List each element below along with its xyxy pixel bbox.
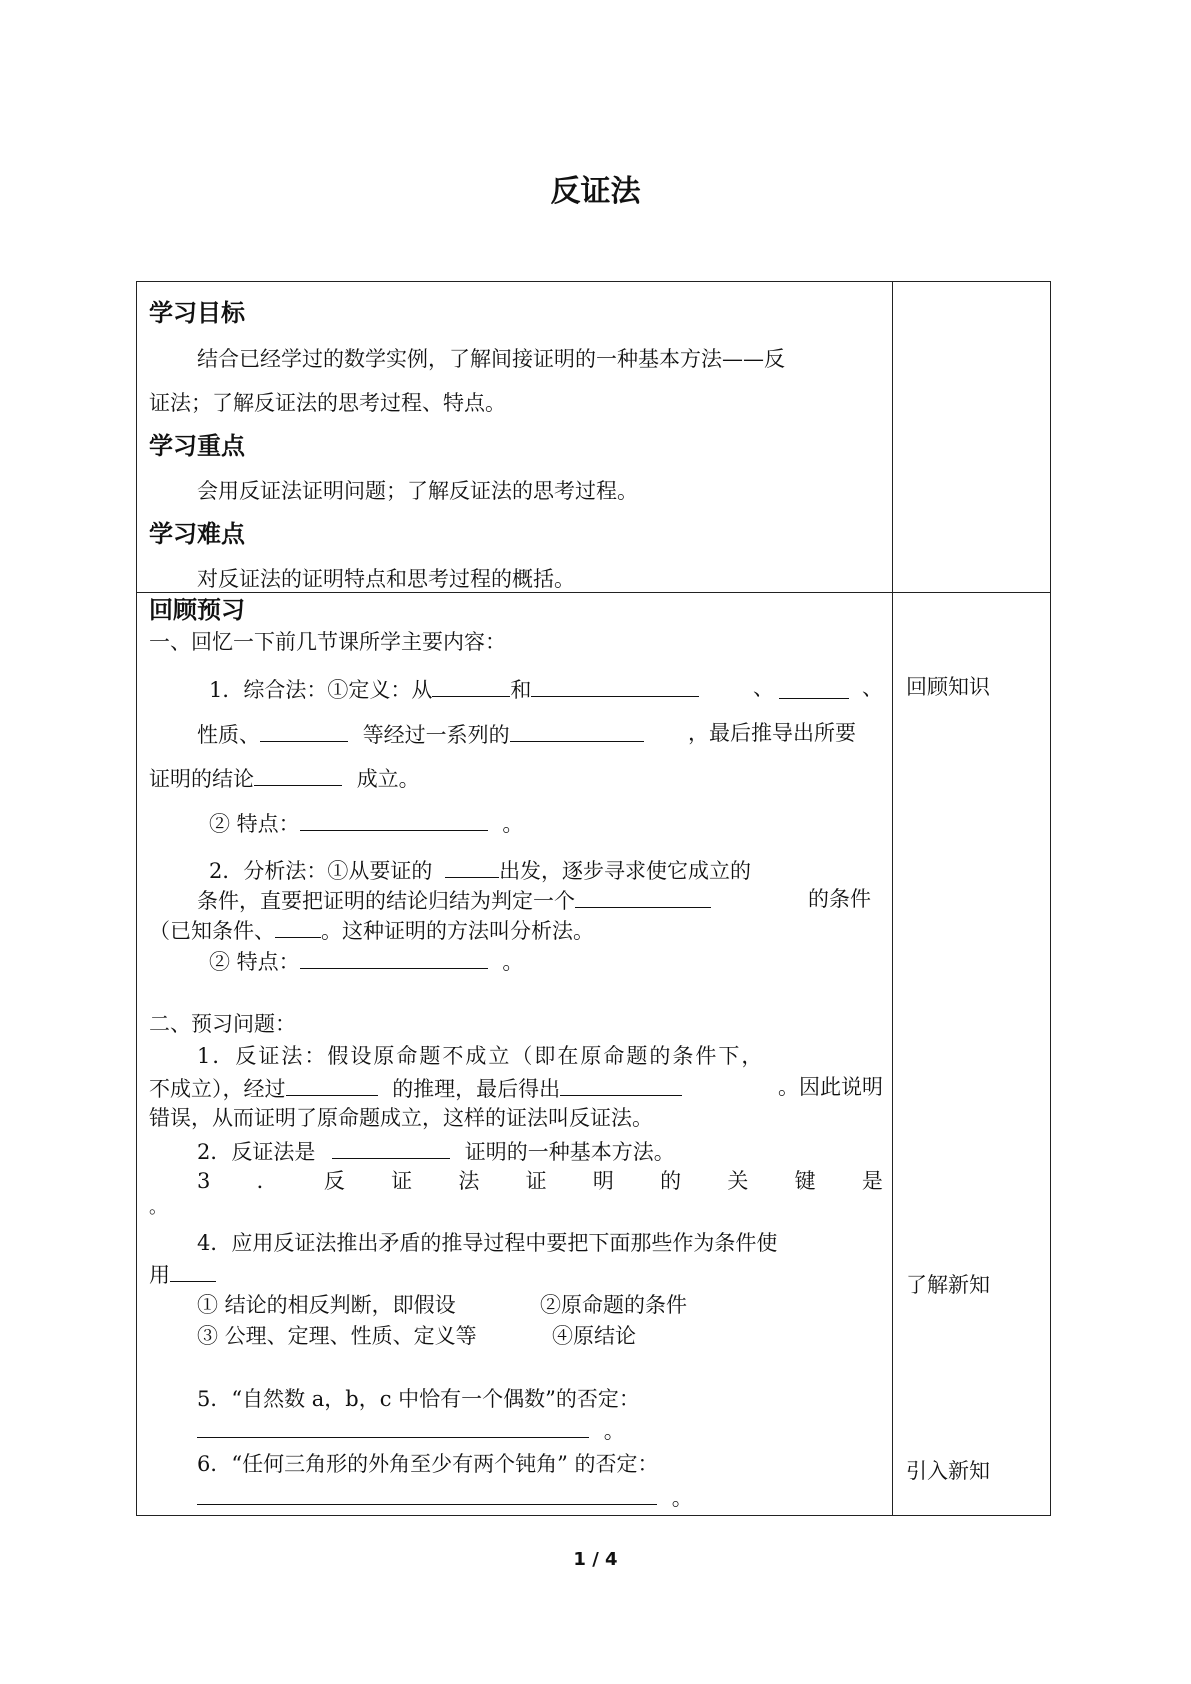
preview-q5-end: 。 bbox=[603, 1419, 625, 1443]
review-heading: 回顾预习 bbox=[149, 596, 245, 624]
preview-intro: 二、预习问题： bbox=[149, 1012, 296, 1036]
analysis-feature-label: ② 特点： bbox=[209, 950, 300, 974]
difficulty-text: 对反证法的证明特点和思考过程的概括。 bbox=[197, 567, 575, 591]
synthesis-feature-label: ② 特点： bbox=[209, 812, 300, 836]
preview-q3-line bbox=[197, 1171, 883, 1192]
blank bbox=[531, 678, 699, 697]
blank bbox=[300, 950, 488, 969]
preview-q6-end: 。 bbox=[671, 1486, 693, 1510]
analysis-line-1 bbox=[209, 859, 751, 882]
synthesis-feature-line bbox=[209, 812, 523, 835]
blank bbox=[510, 723, 644, 742]
preview-q1-text-c: 的推理，最后得出 bbox=[392, 1077, 561, 1101]
preview-q3-token: 是 bbox=[861, 1169, 883, 1193]
blank bbox=[260, 723, 348, 742]
side-note-learn-new: 了解新知 bbox=[906, 1273, 990, 1297]
preview-q4-text-b: 用 bbox=[149, 1263, 170, 1287]
goal-heading: 学习目标 bbox=[149, 299, 245, 327]
page-number: 1 / 4 bbox=[573, 1549, 618, 1570]
goal-text-line-1: 结合已经学过的数学实例，了解间接证明的一种基本方法——反 bbox=[197, 347, 785, 371]
blank bbox=[197, 1486, 657, 1505]
synthesis-text-a: 1．综合法：①定义：从 bbox=[209, 678, 433, 702]
blank bbox=[300, 812, 488, 831]
document-title: 反证法 bbox=[550, 174, 641, 209]
analysis-feature-line bbox=[209, 950, 523, 973]
side-note-introduce-new: 引入新知 bbox=[906, 1459, 990, 1483]
preview-q3-token: 证 bbox=[391, 1169, 413, 1193]
preview-q6-line: 6．“任何三角形的外角至少有两个钝角” 的否定： bbox=[197, 1452, 659, 1476]
difficulty-heading: 学习难点 bbox=[149, 520, 245, 548]
preview-q4-option-2: ②原命题的条件 bbox=[540, 1293, 687, 1317]
analysis-text-c: 条件，直要把证明的结论归结为判定一个 bbox=[197, 889, 575, 913]
focus-text: 会用反证法证明问题；了解反证法的思考过程。 bbox=[197, 479, 638, 503]
preview-q5-answer bbox=[197, 1419, 625, 1442]
blank bbox=[560, 1077, 682, 1096]
preview-q3-token: 键 bbox=[794, 1169, 816, 1193]
preview-q3-token: 反 bbox=[323, 1169, 345, 1193]
blank bbox=[432, 678, 510, 697]
synthesis-text-g: ，最后推导出所要 bbox=[688, 721, 856, 745]
synthesis-definition-line bbox=[209, 678, 699, 701]
analysis-feature-end: 。 bbox=[502, 950, 524, 974]
blank bbox=[170, 1263, 216, 1282]
blank bbox=[286, 1077, 378, 1096]
analysis-text-b: 出发，逐步寻求使它成立的 bbox=[499, 859, 752, 883]
preview-q2-text-b: 证明的一种基本方法。 bbox=[464, 1140, 675, 1164]
goal-text-line-2: 证法；了解反证法的思考过程、特点。 bbox=[149, 391, 506, 415]
analysis-line-3 bbox=[149, 919, 594, 942]
preview-q1-line-3: 错误，从而证明了原命题成立，这样的证法叫反证法。 bbox=[149, 1106, 653, 1130]
preview-q3-token: 关 bbox=[727, 1169, 749, 1193]
preview-q3-token: ． bbox=[256, 1169, 278, 1193]
blank bbox=[275, 919, 321, 938]
synthesis-text-c: 、 bbox=[753, 676, 774, 700]
analysis-line-2 bbox=[197, 889, 711, 912]
preview-q3-token: 3 bbox=[197, 1169, 211, 1193]
blank bbox=[779, 680, 849, 699]
side-note-review: 回顾知识 bbox=[906, 675, 990, 699]
blank bbox=[197, 1419, 589, 1438]
analysis-text-d: 的条件 bbox=[808, 887, 871, 911]
review-intro: 一、回忆一下前几节课所学主要内容： bbox=[149, 630, 506, 654]
preview-q3-token: 的 bbox=[660, 1169, 682, 1193]
synthesis-text-d: 、 bbox=[862, 676, 883, 700]
preview-q4-option-3: ③ 公理、定理、性质、定义等 bbox=[197, 1324, 477, 1348]
blank bbox=[575, 889, 711, 908]
preview-q4-option-4: ④原结论 bbox=[552, 1324, 636, 1348]
preview-q3-token: 明 bbox=[592, 1169, 614, 1193]
preview-q4-line-2 bbox=[149, 1263, 216, 1286]
synthesis-text-f: 等经过一系列的 bbox=[362, 723, 510, 747]
focus-heading: 学习重点 bbox=[149, 432, 245, 460]
analysis-text-a: 2．分析法：①从要证的 bbox=[209, 859, 433, 883]
preview-q1-line-1: 1．反证法：假设原命题不成立（即在原命题的条件下， bbox=[197, 1044, 765, 1068]
preview-q3-token: 法 bbox=[458, 1169, 480, 1193]
row-divider bbox=[136, 592, 1050, 593]
synthesis-text-b: 和 bbox=[510, 678, 532, 702]
preview-q1-line-2 bbox=[149, 1077, 682, 1100]
preview-q6-answer bbox=[197, 1486, 693, 1509]
preview-q2-text-a: 2．反证法是 bbox=[197, 1140, 316, 1164]
preview-q1-text-d: 。因此说明 bbox=[778, 1075, 883, 1099]
preview-q4-line-1: 4．应用反证法推出矛盾的推导过程中要把下面那些作为条件使 bbox=[197, 1231, 778, 1255]
synthesis-text-h: 证明的结论 bbox=[149, 767, 254, 791]
preview-q3-end: 。 bbox=[149, 1197, 167, 1218]
synthesis-line-2 bbox=[197, 723, 644, 746]
synthesis-text-i: 成立。 bbox=[356, 767, 420, 791]
blank bbox=[332, 1140, 450, 1159]
preview-q4-option-1: ① 结论的相反判断，即假设 bbox=[197, 1293, 456, 1317]
synthesis-feature-end: 。 bbox=[502, 812, 524, 836]
blank bbox=[254, 767, 342, 786]
preview-q3-token: 证 bbox=[525, 1169, 547, 1193]
analysis-text-e: （已知条件、 bbox=[149, 919, 275, 943]
blank bbox=[445, 859, 499, 878]
preview-q5-line: 5．“自然数 a，b，c 中恰有一个偶数”的否定： bbox=[197, 1387, 640, 1411]
preview-q1-text-b: 不成立），经过 bbox=[149, 1077, 286, 1101]
preview-q2-line bbox=[197, 1140, 675, 1163]
synthesis-line-3 bbox=[149, 767, 420, 790]
analysis-text-f: 。这种证明的方法叫分析法。 bbox=[321, 919, 594, 943]
synthesis-text-e: 性质、 bbox=[197, 723, 260, 747]
column-divider bbox=[892, 281, 893, 1516]
